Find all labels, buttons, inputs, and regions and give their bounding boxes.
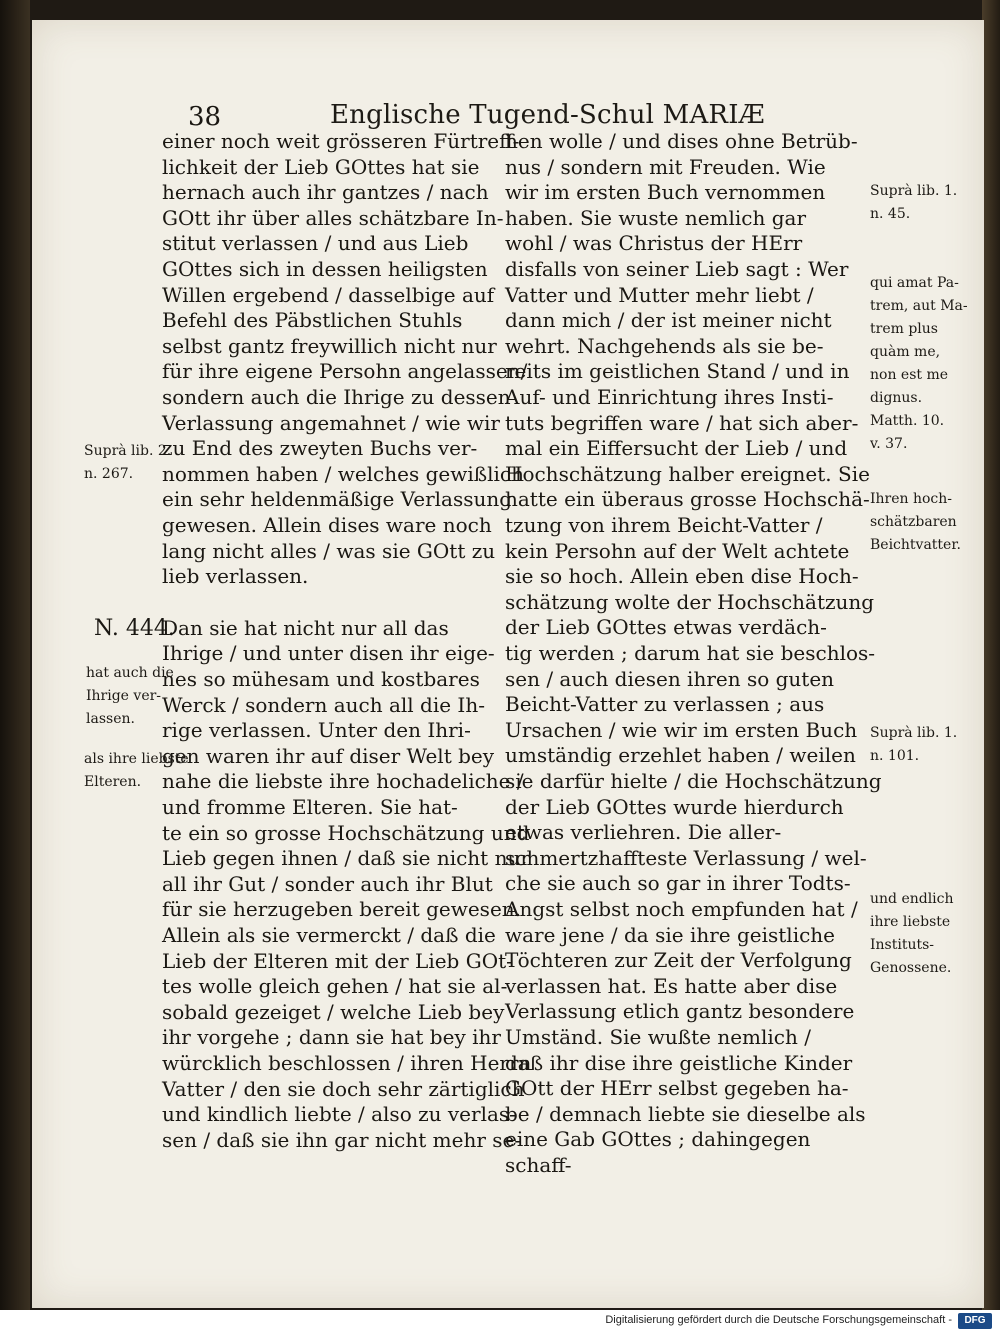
margin-quote-line: trem plus [870, 321, 938, 337]
margin-ref-right-1 [870, 180, 957, 226]
text-line: schmertzhaffteste Verlassung / wel- [505, 845, 867, 870]
text-line: der Lieb GOttes wurde hierdurch [505, 794, 844, 819]
text-line: Töchteren zur Zeit der Verfolgung [505, 948, 852, 973]
text-line: Angst selbst noch empfunden hat / [505, 897, 858, 921]
text-line: Dan sie hat nicht nur all das [162, 615, 449, 640]
text-line: tes wolle gleich gehen / hat sie al- [162, 974, 508, 999]
text-line: selbst gantz freywillich nicht nur [162, 333, 497, 358]
text-line: ware jene / da sie ihre geistliche [505, 922, 836, 947]
text-line: all ihr Gut / sonder auch ihr Blut [162, 871, 493, 896]
text-line: te ein so grosse Hochschätzung und [162, 820, 530, 845]
text-line: nommen haben / welches gewißlich [162, 461, 524, 486]
text-line: nahe die liebste ihre hochadeliche / [162, 769, 524, 794]
text-line: che sie auch so gar in ihrer Todts- [505, 871, 851, 896]
margin-gloss-line: schätzbaren [870, 514, 957, 530]
text-line: hernach auch ihr gantzes / nach [162, 180, 489, 205]
text-line: sen / auch diesen ihren so guten [505, 666, 835, 691]
margin-ref-line: n. 45. [870, 206, 911, 222]
margin-quote-line: quàm me, [870, 344, 941, 360]
margin-quote-line: v. 37. [870, 436, 908, 452]
margin-ref-left-1-line: Suprà lib. 2. [84, 443, 172, 459]
text-line: GOttes sich in dessen heiligsten [162, 257, 488, 281]
text-line: sondern auch die Ihrige zu dessen [162, 385, 511, 409]
text-line: disfalls von seiner Lieb sagt : Wer [505, 257, 849, 281]
text-line: sobald gezeiget / welche Lieb bey [162, 999, 505, 1024]
text-line: schaff- [505, 1153, 572, 1177]
text-line: lieb verlassen. [162, 564, 309, 589]
text-line: Werck / sondern auch all die Ih- [162, 692, 485, 717]
text-line: lang nicht alles / was sie GOtt zu [162, 538, 496, 563]
margin-gloss-line: lassen. [86, 711, 135, 727]
text-line: einer noch weit grösseren Fürtreff- [162, 129, 520, 153]
margin-quote-line: non est me [870, 367, 949, 383]
text-line: verlassen hat. Es hatte aber dise [505, 973, 838, 998]
text-line: nus / sondern mit Freuden. Wie [505, 154, 826, 179]
margin-ref-right-2 [870, 722, 957, 768]
text-line: dann mich / der ist meiner nicht [505, 308, 832, 333]
margin-gloss-left-2 [84, 748, 189, 794]
text-line: würcklich beschlossen / ihren Herrn [162, 1051, 532, 1075]
text-line: für ihre eigene Persohn angelassen/ [162, 359, 528, 384]
text-line: wir im ersten Buch vernommen [505, 180, 826, 205]
book-spine-edge-left [0, 0, 30, 1310]
margin-gloss-line: Beichtvatter. [870, 537, 961, 553]
text-line: ihr vorgehe ; dann sie hat bey ihr [162, 1025, 501, 1050]
margin-gloss-line: Ihrige ver- [86, 688, 162, 704]
text-line: Willen ergebend / dasselbige auf [162, 282, 495, 307]
text-line: Umständ. Sie wußte nemlich / [505, 1025, 811, 1049]
text-line: Ursachen / wie wir im ersten Buch [505, 717, 858, 742]
margin-gloss-line: Instituts- [870, 937, 935, 953]
text-line: tig werden ; darum hat sie beschlos- [505, 641, 876, 665]
text-line: zu End des zweyten Buchs ver- [162, 436, 478, 461]
text-line: kein Persohn auf der Welt achtete [505, 538, 850, 563]
margin-gloss-line: als ihre liebste [84, 751, 189, 767]
page-number: 38 [188, 102, 222, 132]
text-line: Lieb der Elteren mit der Lieb GOt- [162, 948, 513, 973]
text-line: umständig erzehlet haben / weilen [505, 743, 856, 768]
text-line: eine Gab GOttes ; dahingegen [505, 1127, 811, 1152]
text-line: Verlassung angemahnet / wie wir [162, 410, 500, 435]
text-line: Lieb gegen ihnen / daß sie nicht nur [162, 846, 530, 871]
text-line: Vatter / den sie doch sehr zärtiglich [162, 1076, 525, 1101]
text-line: Beicht-Vatter zu verlassen ; aus [505, 692, 825, 717]
text-line: Vatter und Mutter mehr liebt / [505, 282, 814, 307]
text-line: nes so mühesam und kostbares [162, 667, 480, 691]
margin-quote-line: Matth. 10. [870, 413, 945, 429]
text-line: GOtt der HErr selbst gegeben ha- [505, 1076, 849, 1101]
text-line: Befehl des Päbstlichen Stuhls [162, 308, 463, 333]
book-edge-right [982, 0, 1000, 1310]
text-line: sie darfür hielte / die Hochschätzung [505, 769, 882, 793]
text-line: schätzung wolte der Hochschätzung [505, 589, 875, 614]
text-line: sie so hoch. Allein eben dise Hoch- [505, 564, 859, 589]
text-line: Ihrige / und unter disen ihr eige- [162, 641, 495, 666]
text-line: lichkeit der Lieb GOttes hat sie [162, 154, 480, 179]
text-line: gewesen. Allein dises ware noch [162, 513, 492, 537]
text-line: daß ihr dise ihre geistliche Kinder [505, 1050, 853, 1075]
margin-ref-left-1-line: n. 267. [84, 466, 134, 482]
margin-ref-line: Suprà lib. 1. [870, 183, 958, 199]
text-line: gen waren ihr auf diser Welt bey [162, 743, 495, 768]
text-line: Allein als sie vermerckt / daß die [162, 923, 496, 947]
margin-gloss-line: Genossene. [870, 960, 952, 976]
margin-ref-line: Suprà lib. 1. [870, 725, 958, 741]
margin-gloss-line: hat auch die [86, 665, 174, 681]
text-line: für sie herzugeben bereit gewesen. [162, 897, 522, 922]
text-line: wohl / was Christus der HErr [505, 231, 803, 256]
text-line: hatte ein überaus grosse Hochschä- [505, 487, 870, 512]
margin-gloss-right-1 [870, 488, 961, 557]
text-line: Verlassung etlich gantz besondere [505, 999, 855, 1024]
footer-credit: Digitalisierung gefördert durch die Deutsche Forschungsgemeinschaft - [605, 1314, 952, 1326]
running-title: Englische Tugend-Schul MARIÆ [330, 100, 765, 130]
text-line: tuts begriffen ware / hat sich aber- [505, 410, 859, 435]
text-line: ein sehr heldenmäßige Verlassung [162, 487, 513, 512]
text-line: der Lieb GOttes etwas verdäch- [505, 615, 827, 640]
text-line: und fromme Elteren. Sie hat- [162, 795, 458, 819]
margin-gloss-right-2 [870, 888, 954, 980]
margin-gloss-line: Elteren. [84, 774, 142, 790]
margin-ref-line: n. 101. [870, 748, 920, 764]
dfg-logo: DFG [958, 1313, 992, 1329]
margin-gloss-left-1 [86, 662, 174, 731]
text-line: haben. Sie wuste nemlich gar [505, 205, 807, 230]
margin-gloss-line: ihre liebste [870, 914, 951, 930]
text-line: tzung von ihrem Beicht-Vatter / [505, 513, 823, 537]
text-line: rige verlassen. Unter den Ihri- [162, 718, 471, 743]
margin-quote-right [870, 272, 968, 456]
footer-bar [0, 1310, 1000, 1333]
text-line: Auf- und Einrichtung ihres Insti- [505, 385, 834, 409]
text-line: und kindlich liebte / also zu verlas- [162, 1102, 516, 1127]
text-line: GOtt ihr über alles schätzbare In- [162, 205, 504, 230]
text-line: wehrt. Nachgehends als sie be- [505, 333, 824, 358]
margin-quote-line: trem, aut Ma- [870, 298, 968, 314]
margin-gloss-line: Ihren hoch- [870, 491, 953, 507]
text-line: sen / daß sie ihn gar nicht mehr se- [162, 1127, 522, 1152]
margin-gloss-line: und endlich [870, 891, 954, 907]
text-line: etwas verliehren. Die aller- [505, 820, 782, 845]
text-line: stitut verlassen / und aus Lieb [162, 231, 469, 256]
text-line: be / demnach liebte sie dieselbe als [505, 1101, 866, 1126]
margin-quote-line: qui amat Pa- [870, 275, 959, 291]
paragraph-number: N. 444. [94, 616, 175, 641]
margin-quote-line: dignus. [870, 390, 923, 406]
text-line: Hochschätzung halber ereignet. Sie [505, 461, 870, 486]
text-line: mal ein Eiffersucht der Lieb / und [505, 436, 848, 461]
text-line: reits im geistlichen Stand / und in [505, 359, 850, 384]
text-line: hen wolle / und dises ohne Betrüb- [505, 129, 858, 153]
